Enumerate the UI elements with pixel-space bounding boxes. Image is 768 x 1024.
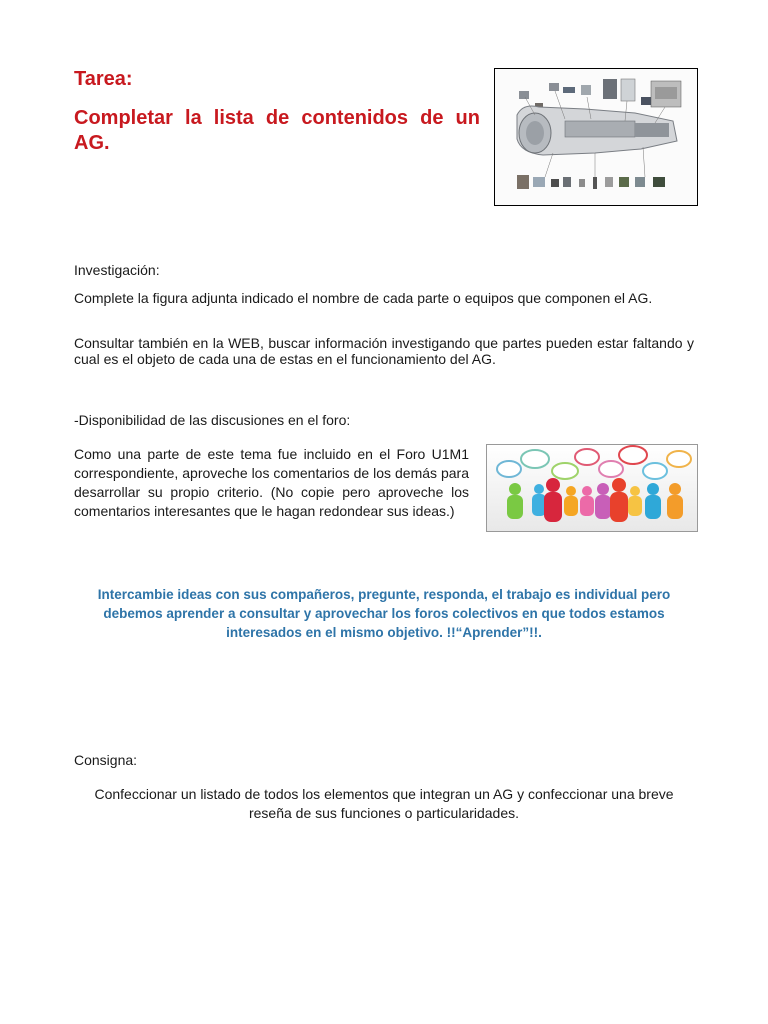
investigacion-paragraph-2: Consultar también en la WEB, buscar información investigando que partes pueden estar faltando y cual es el objeto de cada una de estas en el funcionamiento del AG.	[74, 335, 694, 367]
consigna-paragraph: Confeccionar un listado de todos los elementos que integran un AG y confeccionar una breve reseña de sus funciones o particularidades.	[94, 786, 674, 821]
consigna-label: Consigna:	[74, 752, 138, 768]
turbine-diagram-image	[494, 68, 698, 206]
people-speech-bubbles-image	[486, 444, 698, 532]
investigacion-paragraph-1: Complete la figura adjunta indicado el nombre de cada parte o equipos que componen el AG.	[74, 290, 653, 306]
investigacion-label: Investigación:	[74, 262, 160, 278]
task-title: Completar la lista de contenidos de un AG.	[74, 107, 480, 154]
highlight-message: Intercambie ideas con sus compañeros, pregunte, responda, el trabajo es individual pero debemos aprender a consultar y aprovechar los foros colectivos en que todos estamos interesados en el mismo objetivo. !!“Aprender”!!.	[97, 587, 671, 640]
foro-label: -Disponibilidad de las discusiones en el foro:	[74, 412, 351, 428]
task-label: Tarea:	[74, 68, 133, 90]
foro-paragraph: Como una parte de este tema fue incluido en el Foro U1M1 correspondiente, aproveche los comentarios de los demás para desarrollar su propio criterio. (No copie pero aproveche los comentarios interesantes que le hagan redondear sus ideas.)	[74, 446, 469, 519]
